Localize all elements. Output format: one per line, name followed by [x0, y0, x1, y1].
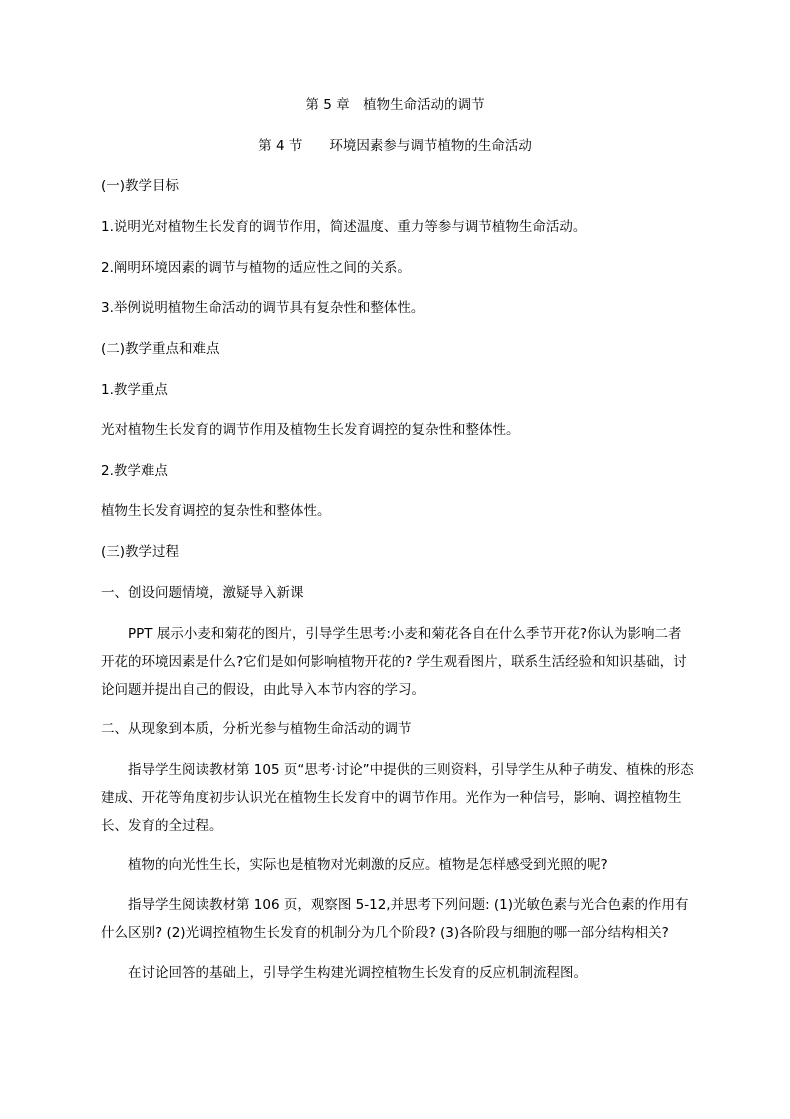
- step-1-heading: 一、创设问题情境，激疑导入新课: [101, 585, 304, 601]
- process-heading: (三)教学过程: [101, 544, 180, 560]
- section-title: 第 4 节 环境因素参与调节植物的生命活动: [258, 138, 532, 154]
- step-2-paragraph-2: 植物的向光性生长，实际也是植物对光刺激的反应。植物是怎样感受到光照的呢?: [128, 857, 608, 873]
- objectives-heading: (一)教学目标: [101, 178, 180, 194]
- step-2-paragraph-1: 指导学生阅读教材第 105 页“思考·讨论”中提供的三则资料，引导学生从种子萌发、植株的形态建成、开花等角度初步认识光在植物生长发育中的调节作用。光作为一种信号，影响、调控植物生长、发育的全过程。: [101, 762, 694, 834]
- difficulty-text: 植物生长发育调控的复杂性和整体性。: [101, 503, 331, 519]
- key-point-label: 1.教学重点: [101, 382, 168, 398]
- objective-item-1: 1.说明光对植物生长发育的调节作用，简述温度、重力等参与调节植物生命活动。: [101, 219, 587, 235]
- objective-item-2: 2.阐明环境因素的调节与植物的适应性之间的关系。: [101, 260, 411, 276]
- step-2-paragraph-4: 在讨论回答的基础上，引导学生构建光调控植物生长发育的反应机制流程图。: [128, 965, 587, 981]
- step-1-paragraph: PPT 展示小麦和菊花的图片，引导学生思考:小麦和菊花各自在什么季节开花?你认为影响二者开花的环境因素是什么?它们是如何影响植物开花的? 学生观看图片，联系生活经验和知识基础，讨论问题并提出自己的假设，由此导入本节内容的学习。: [101, 626, 687, 698]
- objective-item-3: 3.举例说明植物生命活动的调节具有复杂性和整体性。: [101, 300, 425, 316]
- key-point-text: 光对植物生长发育的调节作用及植物生长发育调控的复杂性和整体性。: [101, 422, 520, 438]
- step-2-heading: 二、从现象到本质，分析光参与植物生命活动的调节: [101, 721, 412, 737]
- difficulty-label: 2.教学难点: [101, 463, 168, 479]
- key-points-heading: (二)教学重点和难点: [101, 341, 220, 357]
- step-2-paragraph-3: 指导学生阅读教材第 106 页，观察图 5-12,并思考下列问题: (1)光敏色素与光合色素的作用有什么区别? (2)光调控植物生长发育的机制分为几个阶段? (3)各阶段与细胞的哪一部分结构相关?: [101, 897, 689, 941]
- chapter-title: 第 5 章 植物生命活动的调节: [305, 97, 485, 113]
